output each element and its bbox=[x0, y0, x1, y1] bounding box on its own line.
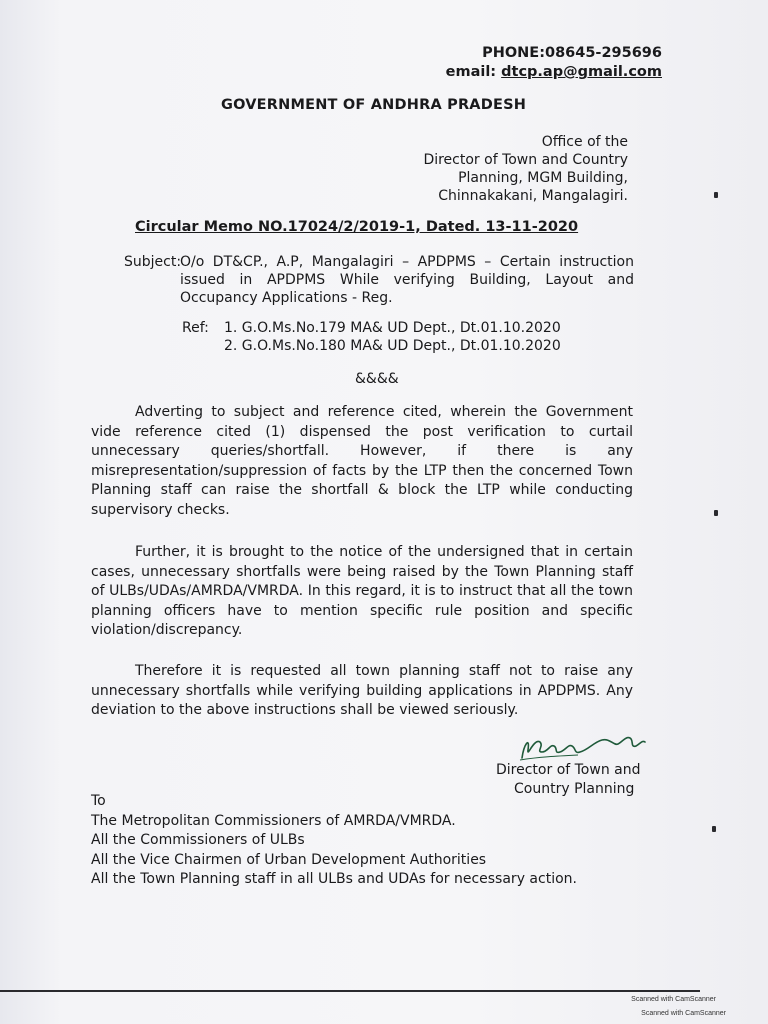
phone-number: PHONE:08645-295696 bbox=[482, 45, 662, 61]
office-line: Office of the bbox=[541, 134, 628, 150]
office-line: Director of Town and Country bbox=[423, 152, 628, 168]
reference-label: Ref: bbox=[182, 320, 209, 336]
section-separator: &&&& bbox=[355, 371, 399, 387]
scanner-watermark: Scanned with CamScanner bbox=[641, 1010, 726, 1017]
reference-text: 2. G.O.Ms.No.180 MA& UD Dept., Dt.01.10.2020 bbox=[224, 338, 561, 354]
scanner-watermark: Scanned with CamScanner bbox=[631, 996, 716, 1003]
to-label: To bbox=[91, 793, 106, 809]
body-paragraph: Therefore it is requested all town planning staff not to raise any unnecessary shortfalls while verifying building applications in APDPMS. Any deviation to the above instructions shall be viewed seriously. bbox=[91, 663, 633, 718]
contact-info bbox=[446, 44, 662, 82]
reference-item bbox=[182, 337, 561, 355]
recipient-item: All the Commissioners of ULBs bbox=[91, 832, 305, 848]
reference-block bbox=[182, 319, 561, 355]
email-line bbox=[446, 63, 662, 82]
reference-text: 1. G.O.Ms.No.179 MA& UD Dept., Dt.01.10.2020 bbox=[224, 320, 561, 336]
recipients-block bbox=[91, 792, 577, 890]
body-paragraph: Adverting to subject and reference cited, wherein the Government vide reference cited (1) dispensed the post verification to curtail unnecessary queries/shortfall. However, if there is any misrepresentation/suppression of facts by the LTP then the concerned Town Planning staff can raise the shortfall & block the LTP while conducting supervisory checks. bbox=[91, 404, 633, 518]
government-heading: GOVERNMENT OF ANDHRA PRADESH bbox=[221, 97, 527, 113]
signatory-line: Director of Town and bbox=[496, 762, 641, 778]
email-address: dtcp.ap@gmail.com bbox=[501, 64, 662, 80]
body-paragraph: Further, it is brought to the notice of the undersigned that in certain cases, unnecessary shortfalls were being raised by the Town Planning staff of ULBs/UDAs/AMRDA/VMRDA. In this regard, it is to instruct that all the town planning officers have to mention specific rule position and specific violation/discrepancy. bbox=[91, 544, 633, 638]
recipient-item: The Metropolitan Commissioners of AMRDA/VMRDA. bbox=[91, 812, 456, 829]
office-address bbox=[423, 133, 628, 205]
subject-text: O/o DT&CP., A.P, Mangalagiri – APDPMS – Certain instruction issued in APDPMS While verifying Building, Layout and Occupancy Applications - Reg. bbox=[180, 254, 634, 306]
binder-hole-mark bbox=[714, 192, 718, 198]
subject-block bbox=[124, 253, 634, 307]
office-line: Planning, MGM Building, bbox=[458, 170, 628, 186]
subject-label: Subject: bbox=[124, 254, 182, 270]
binder-hole-mark bbox=[712, 826, 716, 832]
email-label: email: bbox=[445, 64, 502, 80]
page-edge-line bbox=[0, 990, 700, 992]
signatory-line: Country Planning bbox=[514, 781, 635, 797]
reference-item bbox=[182, 319, 561, 337]
office-line: Chinnakakani, Mangalagiri. bbox=[438, 188, 628, 204]
binder-hole-mark bbox=[714, 510, 718, 516]
recipient-item: All the Town Planning staff in all ULBs and UDAs for necessary action. bbox=[91, 871, 577, 887]
recipient-item: All the Vice Chairmen of Urban Development Authorities bbox=[91, 851, 487, 868]
memo-title: Circular Memo NO.17024/2/2019-1, Dated. 13-11-2020 bbox=[135, 219, 579, 235]
